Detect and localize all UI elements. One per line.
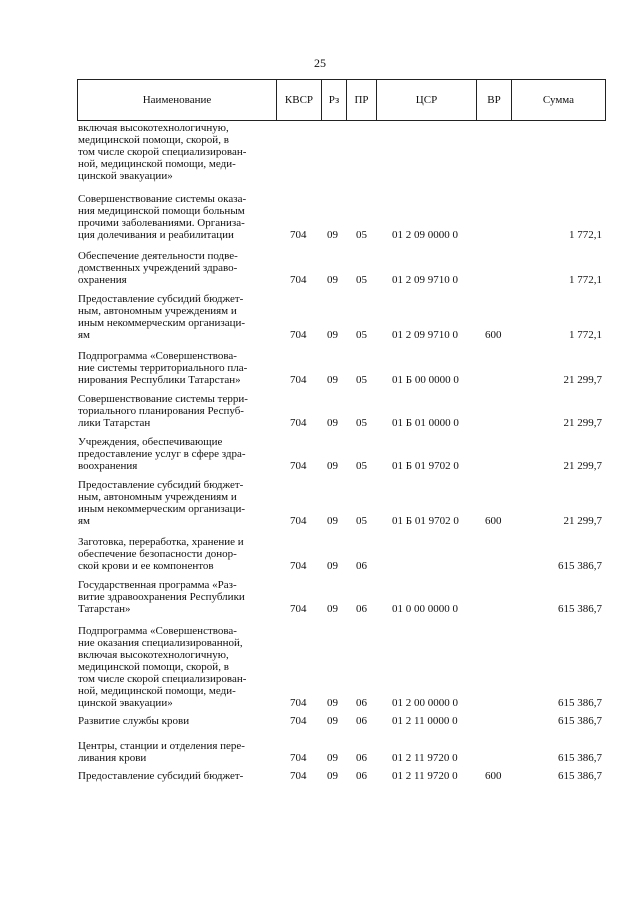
cell-rz: 09	[327, 515, 338, 527]
table-row	[0, 293, 640, 341]
row-name-line: медицинской помощи, скорой, в	[78, 134, 229, 146]
cell-pr: 06	[356, 752, 367, 764]
row-name	[78, 740, 274, 764]
cell-csr: 01 2 11 9720 0	[392, 752, 458, 764]
cell-rz: 09	[327, 374, 338, 386]
table-row	[0, 350, 640, 386]
row-name	[78, 536, 274, 572]
row-name-line: медицинской помощи, скорой, в	[78, 661, 229, 673]
row-name-line: витие здравоохранения Республики	[78, 591, 245, 603]
column-header-vr: ВР	[477, 80, 512, 120]
row-name-line: Подпрограмма «Совершенствова-	[78, 350, 237, 362]
row-name-line: Предоставление субсидий бюджет-	[78, 293, 244, 305]
row-name-line: обеспечение безопасности донор-	[78, 548, 237, 560]
row-name-line: Подпрограмма «Совершенствова-	[78, 625, 237, 637]
row-name-line: воохранения	[78, 460, 138, 472]
table-row	[0, 715, 640, 727]
row-name	[78, 293, 274, 341]
row-name-line: Совершенствование системы терри-	[78, 393, 248, 405]
cell-sum: 21 299,7	[563, 515, 602, 527]
row-name	[78, 393, 274, 429]
row-name-line: ливания крови	[78, 752, 147, 764]
cell-kvsr: 704	[290, 417, 307, 429]
cell-kvsr: 704	[290, 229, 307, 241]
row-name-line: том числе скорой специализирован-	[78, 146, 247, 158]
cell-sum: 21 299,7	[563, 460, 602, 472]
column-header-sum: Сумма	[542, 94, 575, 106]
column-header-kvsr: КВСР	[277, 80, 322, 120]
cell-rz: 09	[327, 715, 338, 727]
row-name-line: иным некоммерческим организаци-	[78, 503, 246, 515]
row-name	[78, 715, 274, 727]
cell-csr: 01 2 00 0000 0	[392, 697, 458, 709]
row-name-line: ям	[78, 515, 91, 527]
cell-csr: 01 2 09 0000 0	[392, 229, 458, 241]
row-name-line: домственных учреждений здраво-	[78, 262, 238, 274]
row-name-line: нирования Республики Татарстан»	[78, 374, 241, 386]
table-row	[0, 770, 640, 782]
column-header-rz: Рз	[322, 80, 347, 120]
cell-pr: 05	[356, 460, 367, 472]
cell-pr: 05	[356, 229, 367, 241]
cell-pr: 06	[356, 715, 367, 727]
cell-rz: 09	[327, 329, 338, 341]
cell-csr: 01 0 00 0000 0	[392, 603, 458, 615]
row-name-line: охранения	[78, 274, 127, 286]
cell-sum: 21 299,7	[563, 374, 602, 386]
table-row	[0, 740, 640, 764]
column-header-name: Наименование	[78, 80, 277, 120]
table-row	[0, 625, 640, 709]
table-header	[77, 79, 606, 121]
cell-kvsr: 704	[290, 460, 307, 472]
cell-sum: 615 386,7	[558, 715, 602, 727]
cell-kvsr: 704	[290, 560, 307, 572]
row-name	[78, 579, 274, 615]
cell-pr: 05	[356, 417, 367, 429]
cell-pr: 06	[356, 603, 367, 615]
cell-rz: 09	[327, 417, 338, 429]
cell-vr: 600	[485, 770, 502, 782]
row-name	[78, 436, 274, 472]
table-row	[0, 393, 640, 429]
row-name-line: включая высокотехнологичную,	[78, 649, 229, 661]
cell-rz: 09	[327, 697, 338, 709]
table-row	[0, 536, 640, 572]
cell-rz: 09	[327, 603, 338, 615]
table-row	[0, 436, 640, 472]
cell-kvsr: 704	[290, 603, 307, 615]
row-name	[78, 193, 274, 241]
cell-kvsr: 704	[290, 715, 307, 727]
cell-pr: 06	[356, 770, 367, 782]
row-name-line: Государственная программа «Раз-	[78, 579, 237, 591]
cell-pr: 05	[356, 329, 367, 341]
cell-kvsr: 704	[290, 770, 307, 782]
row-name-line: Обеспечение деятельности подве-	[78, 250, 238, 262]
table-row	[0, 122, 640, 182]
row-name-line: ториального планирования Респуб-	[78, 405, 244, 417]
page-number: 25	[314, 56, 326, 70]
row-name-line: ция долечивания и реабилитации	[78, 229, 234, 241]
cell-rz: 09	[327, 560, 338, 572]
row-name-line: предоставление услуг в сфере здра-	[78, 448, 246, 460]
row-name-line: ние оказания специализированной,	[78, 637, 243, 649]
cell-rz: 09	[327, 229, 338, 241]
cell-csr: 01 Б 01 9702 0	[392, 460, 459, 472]
cell-pr: 05	[356, 274, 367, 286]
cell-pr: 06	[356, 560, 367, 572]
row-name-line: ной, медицинской помощи, меди-	[78, 158, 236, 170]
row-name-line: ния медицинской помощи больным	[78, 205, 245, 217]
cell-rz: 09	[327, 752, 338, 764]
row-name-line: Совершенствование системы оказа-	[78, 193, 247, 205]
cell-csr: 01 2 09 9710 0	[392, 274, 458, 286]
cell-kvsr: 704	[290, 374, 307, 386]
cell-csr: 01 2 09 9710 0	[392, 329, 458, 341]
cell-vr: 600	[485, 515, 502, 527]
column-header-csr: ЦСР	[377, 80, 477, 120]
row-name-line: ной, медицинской помощи, меди-	[78, 685, 236, 697]
row-name-line: Предоставление субсидий бюджет-	[78, 770, 244, 782]
row-name-line: включая высокотехнологичную,	[78, 122, 229, 134]
cell-sum: 1 772,1	[569, 329, 602, 341]
cell-kvsr: 704	[290, 329, 307, 341]
row-name-line: Развитие службы крови	[78, 715, 190, 727]
row-name-line: ской крови и ее компонентов	[78, 560, 214, 572]
row-name-line: прочими заболеваниями. Организа-	[78, 217, 245, 229]
column-header-pr: ПР	[347, 80, 377, 120]
table-row	[0, 193, 640, 241]
cell-csr: 01 Б 01 0000 0	[392, 417, 459, 429]
row-name-line: ным, автономным учреждениям и	[78, 305, 237, 317]
row-name	[78, 122, 274, 182]
cell-pr: 05	[356, 374, 367, 386]
row-name-line: Центры, станции и отделения пере-	[78, 740, 245, 752]
cell-sum: 615 386,7	[558, 560, 602, 572]
row-name	[78, 625, 274, 709]
cell-vr: 600	[485, 329, 502, 341]
cell-sum: 615 386,7	[558, 752, 602, 764]
table-row	[0, 250, 640, 286]
cell-csr: 01 Б 01 9702 0	[392, 515, 459, 527]
cell-sum: 615 386,7	[558, 603, 602, 615]
row-name-line: иным некоммерческим организаци-	[78, 317, 246, 329]
cell-rz: 09	[327, 460, 338, 472]
row-name-line: ным, автономным учреждениям и	[78, 491, 237, 503]
table-row	[0, 579, 640, 615]
row-name	[78, 350, 274, 386]
row-name-line: Татарстан»	[78, 603, 131, 615]
cell-csr: 01 Б 00 0000 0	[392, 374, 459, 386]
row-name	[78, 479, 274, 527]
cell-csr: 01 2 11 0000 0	[392, 715, 458, 727]
row-name-line: цинской эвакуации»	[78, 697, 173, 709]
cell-kvsr: 704	[290, 752, 307, 764]
cell-rz: 09	[327, 770, 338, 782]
row-name-line: Предоставление субсидий бюджет-	[78, 479, 244, 491]
cell-rz: 09	[327, 274, 338, 286]
cell-pr: 06	[356, 697, 367, 709]
row-name-line: ние системы территориального пла-	[78, 362, 248, 374]
cell-sum: 615 386,7	[558, 770, 602, 782]
row-name-line: Заготовка, переработка, хранение и	[78, 536, 244, 548]
cell-sum: 615 386,7	[558, 697, 602, 709]
row-name-line: ям	[78, 329, 91, 341]
row-name	[78, 770, 274, 782]
row-name	[78, 250, 274, 286]
cell-kvsr: 704	[290, 274, 307, 286]
cell-kvsr: 704	[290, 697, 307, 709]
cell-sum: 21 299,7	[563, 417, 602, 429]
row-name-line: том числе скорой специализирован-	[78, 673, 247, 685]
cell-pr: 05	[356, 515, 367, 527]
cell-csr: 01 2 11 9720 0	[392, 770, 458, 782]
cell-kvsr: 704	[290, 515, 307, 527]
table-row	[0, 479, 640, 527]
row-name-line: лики Татарстан	[78, 417, 151, 429]
row-name-line: цинской эвакуации»	[78, 170, 173, 182]
cell-sum: 1 772,1	[569, 274, 602, 286]
row-name-line: Учреждения, обеспечивающие	[78, 436, 223, 448]
cell-sum: 1 772,1	[569, 229, 602, 241]
